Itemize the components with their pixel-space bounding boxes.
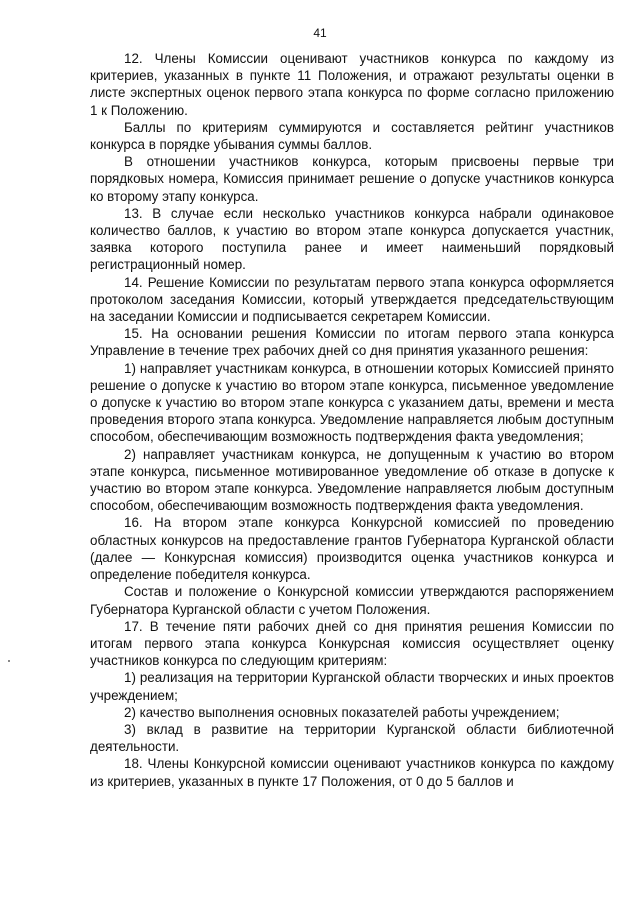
scan-speck (8, 660, 10, 662)
paragraph-scores-summed: Баллы по критериям суммируются и составляется рейтинг участников конкурса в порядке убывания суммы баллов. (90, 119, 614, 153)
paragraph-item-16: 16. На втором этапе конкурса Конкурсной комиссией по проведению областных конкурсов на предоставление грантов Губернатора Курганской области (далее — Конкурсная комиссия) производится оценка участников конкурса и определение победителя конкурса. (90, 515, 614, 583)
page-number: 41 (313, 26, 327, 40)
paragraph-item-12: 12. Члены Комиссии оценивают участников конкурса по каждому из критериев, указанных в пункте 11 Положения, и отражают результаты оценки в листе экспертных оценок первого этапа конкурса по форме согласно приложению 1 к Положению. (90, 51, 614, 118)
paragraph-item-17: 17. В течение пяти рабочих дней со дня принятия решения Комиссии по итогам первого этапа конкурса Конкурсная комиссия осуществляет оценку участников конкурса по следующим критериям: (90, 618, 614, 669)
paragraph-item-15-1: 1) направляет участникам конкурса, в отношении которых Комиссией принято решение о допуске к участию во втором этапе конкурса, письменное уведомление о допуске к участию во втором этапе конкурса с указанием даты, времени и места проведения второго этапа конкурса. Уведомление направляется любым доступным способом, обеспечивающим возможность подтверждения факта уведомления; (90, 360, 614, 445)
paragraph-item-13: 13. В случае если несколько участников конкурса набрали одинаковое количество баллов, к участию во втором этапе конкурса допускается участник, заявка которого поступила ранее и имеет наименьший порядковый регистрационный номер. (90, 205, 614, 273)
paragraph-item-15: 15. На основании решения Комиссии по итогам первого этапа конкурса Управление в течение трех рабочих дней со дня принятия указанного решения: (90, 326, 614, 359)
paragraph-item-17-1: 1) реализация на территории Курганской области творческих и иных проектов учреждением; (90, 670, 614, 703)
paragraph-commission-composition: Состав и положение о Конкурсной комиссии утверждаются распоряжением Губернатора Курганской области с учетом Положения. (90, 584, 614, 617)
paragraph-item-17-3: 3) вклад в развитие на территории Курганской области библиотечной деятельности. (90, 721, 614, 755)
document-body (90, 50, 614, 790)
paragraph-item-18: 18. Члены Конкурсной комиссии оценивают участников конкурса по каждому из критериев, указанных в пункте 17 Положения, от 0 до 5 баллов и (90, 756, 614, 789)
paragraph-item-15-2: 2) направляет участникам конкурса, не допущенным к участию во втором этапе конкурса, письменное мотивированное уведомление об отказе в допуске к участию во втором этапе конкурса. Уведомление направляется любым доступным способом, обеспечивающим возможность подтверждения факта уведомления. (90, 446, 614, 514)
paragraph-item-14: 14. Решение Комиссии по результатам первого этапа конкурса оформляется протоколом заседания Комиссии, который утверждается председательствующим на заседании Комиссии и подписывается секретарем Комиссии. (90, 274, 614, 325)
paragraph-top-three: В отношении участников конкурса, которым присвоены первые три порядковых номера, Комиссия принимает решение о допуске участников конкурса ко второму этапу конкурса. (90, 154, 614, 204)
paragraph-item-17-2: 2) качество выполнения основных показателей работы учреждением; (124, 704, 560, 720)
